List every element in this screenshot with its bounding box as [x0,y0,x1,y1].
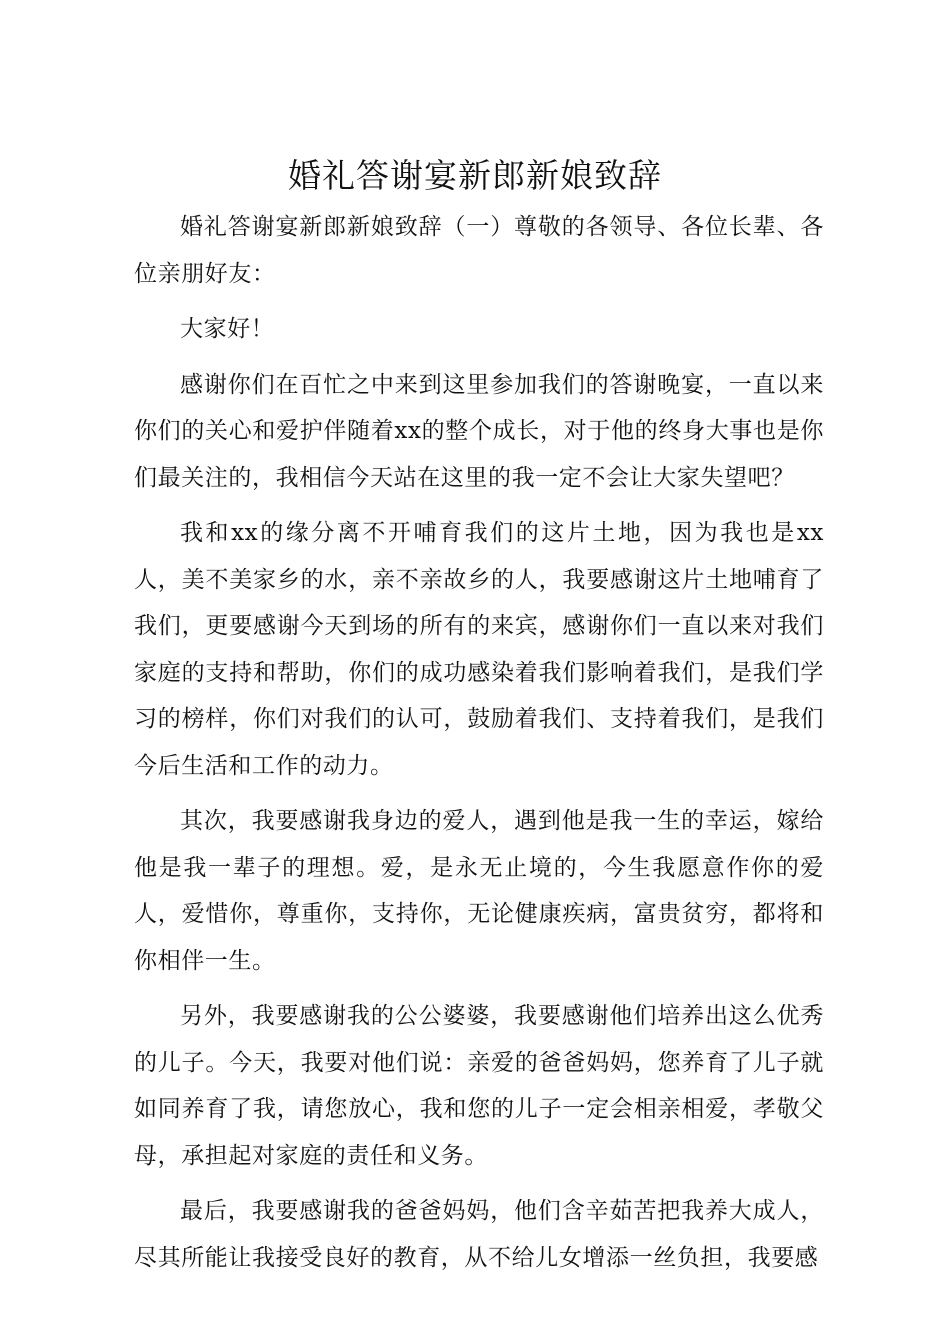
document-title: 婚礼答谢宴新郎新娘致辞 [288,156,662,196]
paragraph-hometown: 我和xx的缘分离不开哺育我们的这片土地，因为我也是xx人，美不美家乡的水，亲不亲故乡的人，我要感谢这片土地哺育了我们，更要感谢今天到场的所有的来宾，感谢你们一直以来对我们家庭的支持和帮助，你们的成功感染着我们影响着我们，是我们学习的榜样，你们对我们的认可，鼓励着我们、支持着我们，是我们今后生活和工作的动力。 [134,520,824,779]
paragraph-greeting: 婚礼答谢宴新郎新娘致辞（一）尊敬的各领导、各位长辈、各位亲朋好友： [134,214,824,287]
document-body [134,204,824,1290]
paragraph-thanks-guests: 感谢你们在百忙之中来到这里参加我们的答谢晚宴，一直以来你们的关心和爱护伴随着xx的整个成长，对于他的终身大事也是你们最关注的，我相信今天站在这里的我一定不会让大家失望吧？ [134,371,824,491]
paragraph-hello: 大家好！ [180,316,275,342]
paragraph-in-laws: 另外，我要感谢我的公公婆婆，我要感谢他们培养出这么优秀的儿子。今天，我要对他们说：亲爱的爸爸妈妈，您养育了儿子就如同养育了我，请您放心，我和您的儿子一定会相亲相爱，孝敬父母，承担起对家庭的责任和义务。 [134,1003,824,1169]
paragraph-spouse: 其次，我要感谢我身边的爱人，遇到他是我一生的幸运，嫁给他是我一辈子的理想。爱，是永无止境的，今生我愿意作你的爱人，爱惜你，尊重你，支持你，无论健康疾病，富贵贫穷，都将和你相伴一生。 [134,808,824,974]
paragraph-parents: 最后，我要感谢我的爸爸妈妈，他们含辛茹苦把我养大成人，尽其所能让我接受良好的教育，从不给儿女增添一丝负担，我要感 [134,1198,824,1271]
